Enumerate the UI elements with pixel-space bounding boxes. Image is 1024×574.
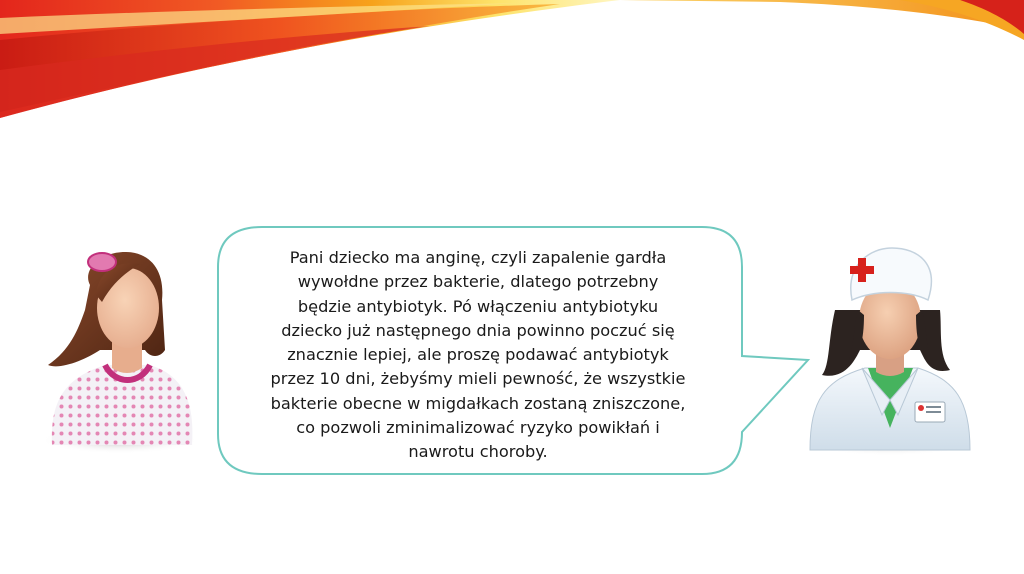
speech-line: przez 10 dni, żebyśmy mieli pewność, że wszystkie [270, 369, 686, 389]
speech-line: wywołdne przez bakterie, dlatego potrzebny [297, 272, 659, 292]
speech-line: znacznie lepiej, ale proszę podawać antybiotyk [287, 345, 669, 365]
speech-line: Pani dziecko ma anginę, czyli zapalenie gardła [289, 248, 667, 267]
speech-line: co pozwoli zminimalizować ryzyko powikłań i [296, 418, 660, 438]
nurse-icon [800, 240, 980, 460]
speech-line: bakterie obecne w migdałkach zostaną zniszczone, [270, 393, 686, 413]
speech-line: nawrotu choroby. [408, 442, 548, 462]
patient-girl-icon [30, 240, 200, 460]
speech-bubble-text [228, 246, 728, 465]
speech-line: dziecko już następnego dnia powinno poczuć się [281, 320, 675, 340]
speech-line: będzie antybiotyk. Pó włączeniu antybiotyku [297, 296, 659, 316]
